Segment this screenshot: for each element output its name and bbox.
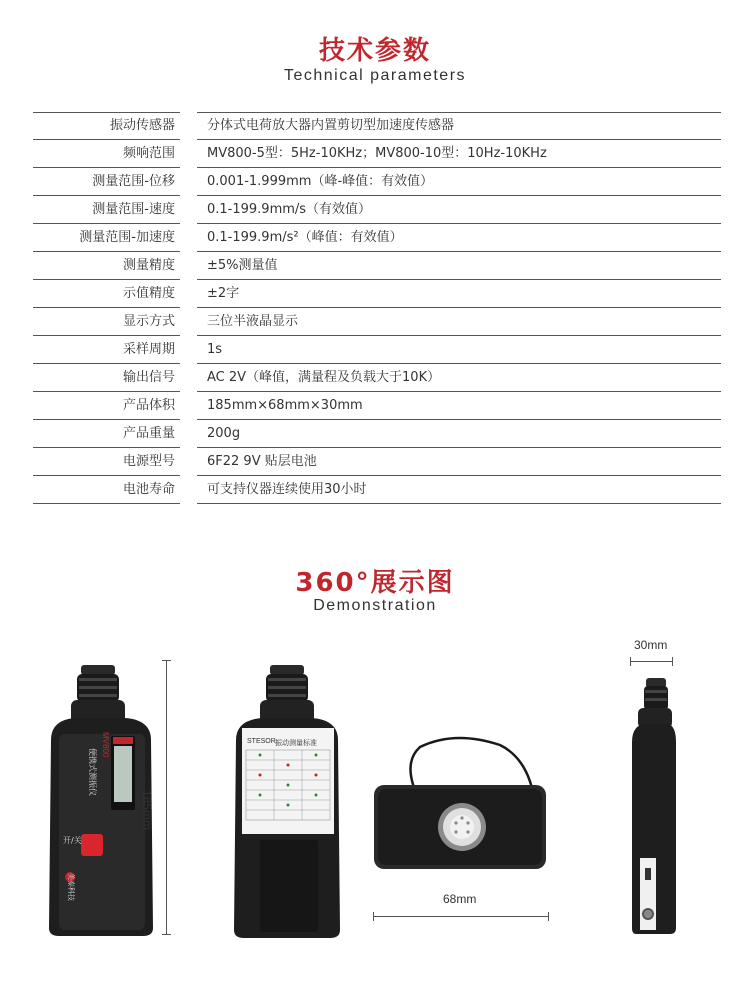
spec-label: 电池寿命 [122, 482, 175, 497]
height-dimension-label: 185mm [140, 790, 154, 831]
spec-label: 测量精度 [122, 258, 175, 273]
spec-label: 显示方式 [122, 314, 175, 329]
spec-row [33, 420, 721, 448]
spec-row [33, 112, 721, 140]
spec-value: 0.001-1.999mm（峰-峰值：有效值） [207, 174, 434, 189]
spec-title: 技术参数 [318, 36, 431, 66]
spec-subtitle: Technical parameters [283, 67, 467, 84]
spec-label: 示值精度 [122, 286, 175, 301]
front-name-text: 便携式测振仪 [88, 748, 97, 796]
spec-value: 可支持仪器连续使用30小时 [207, 482, 367, 497]
front-power-label: 开/关 [63, 836, 82, 845]
front-brand-text: 美泰科技 [67, 873, 75, 901]
spec-label: 振动传感器 [109, 118, 175, 133]
spec-value: ±2字 [207, 286, 240, 301]
height-dimension-line [166, 660, 167, 935]
spec-label: 输出信号 [122, 370, 175, 385]
back-model-text: STESOR [247, 738, 276, 745]
demo-title: 360°展示图 [295, 568, 455, 598]
spec-row [33, 252, 721, 280]
back-title-text: 振动测量标准 [275, 739, 317, 747]
spec-label: 采样周期 [122, 342, 175, 357]
demo-subtitle: Demonstration [313, 597, 437, 614]
spec-label: 电源型号 [122, 454, 175, 469]
spec-value: 200g [207, 426, 241, 441]
spec-row [33, 196, 721, 224]
spec-value: 6F22 9V 贴层电池 [207, 454, 317, 469]
thickness-dimension-label: 30mm [634, 638, 668, 652]
thickness-dimension-line [630, 661, 673, 662]
spec-row [33, 476, 721, 504]
spec-row [33, 224, 721, 252]
spec-value: 0.1-199.9m/s²（峰值：有效值） [207, 230, 403, 245]
spec-row [33, 168, 721, 196]
spec-row [33, 140, 721, 168]
spec-table [33, 112, 721, 504]
spec-row [33, 280, 721, 308]
spec-value: 0.1-199.9mm/s（有效值） [207, 202, 372, 217]
width-dimension-line [373, 916, 549, 917]
spec-label: 频响范围 [122, 146, 175, 161]
spec-label: 产品重量 [122, 426, 175, 441]
front-model-text: MV800 [101, 732, 110, 758]
spec-value: 1s [207, 342, 223, 357]
spec-value: AC 2V（峰值，满量程及负载大于10K） [207, 370, 441, 385]
device-side-photo [620, 676, 680, 938]
spec-row [33, 308, 721, 336]
spec-row [33, 336, 721, 364]
spec-label: 产品体积 [122, 398, 175, 413]
device-bottom-photo [370, 735, 552, 875]
spec-value: 185mm×68mm×30mm [207, 398, 363, 413]
spec-row [33, 448, 721, 476]
spec-value: 分体式电荷放大器内置剪切型加速度传感器 [207, 118, 455, 133]
spec-value: 三位半液晶显示 [207, 314, 299, 329]
spec-row [33, 364, 721, 392]
spec-label: 测量范围-位移 [92, 174, 175, 189]
spec-value: ±5%测量值 [207, 258, 278, 273]
device-back-photo [230, 660, 345, 942]
spec-value: MV800-5型：5Hz-10KHz；MV800-10型：10Hz-10KHz [207, 146, 547, 161]
spec-row [33, 392, 721, 420]
spec-label: 测量范围-加速度 [79, 230, 175, 245]
spec-label: 测量范围-速度 [92, 202, 175, 217]
width-dimension-label: 68mm [443, 892, 477, 906]
